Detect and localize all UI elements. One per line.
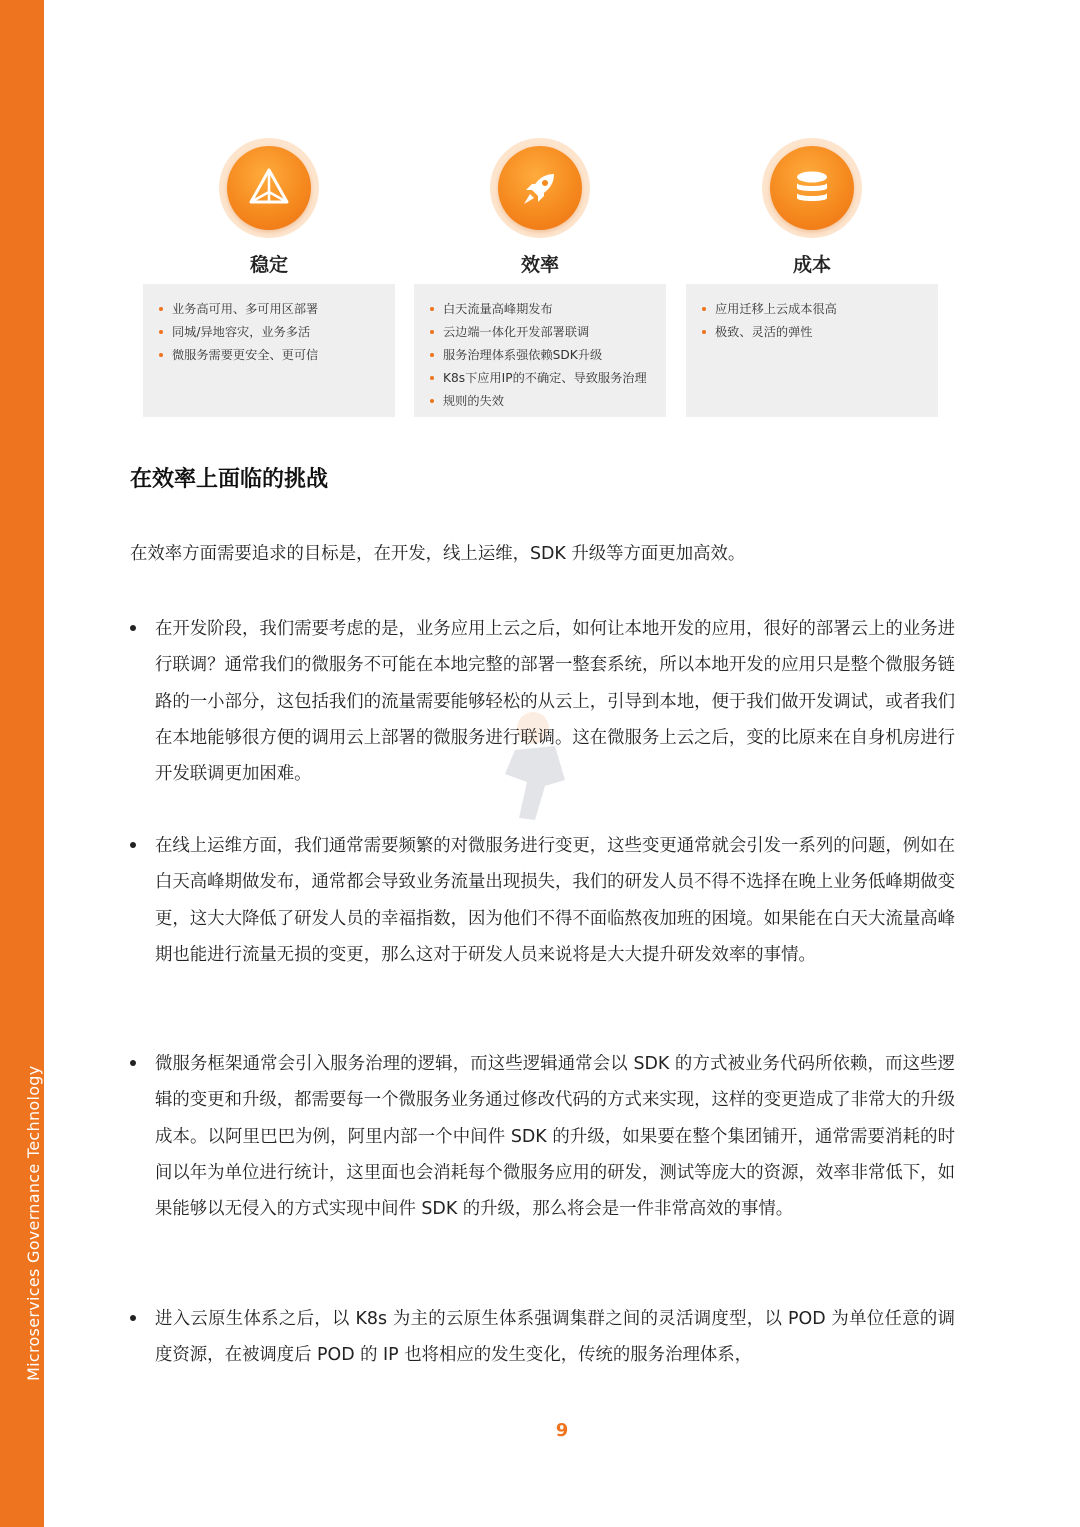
- list-item: 同城/异地容灾，业务多活: [158, 321, 385, 344]
- list-item: [130, 611, 960, 792]
- stable-icon-badge: [219, 138, 319, 238]
- list-item: 服务治理体系强依赖SDK升级: [429, 344, 656, 367]
- list-item: [130, 1046, 960, 1227]
- side-bar: [0, 0, 44, 1527]
- list-item: 应用迁移上云成本很高: [701, 298, 928, 321]
- list-item: [130, 1301, 960, 1374]
- pillar-title-cost: 成本: [792, 254, 831, 276]
- bullet-text: 进入云原生体系之后，以 K8s 为主的云原生体系强调集群之间的灵活调度型，以 POD 为单位任意的调度资源，在被调度后 POD 的 IP 也将相应的发生变化，传统的服务治理体系，: [155, 1309, 955, 1366]
- list-item-continuation: 规则的失效: [429, 390, 656, 413]
- bullet-dot: [130, 625, 136, 631]
- bullet-dot: [130, 1315, 136, 1321]
- list-item: 云边端一体化开发部署联调: [429, 321, 656, 344]
- bullet-text: 在开发阶段，我们需要考虑的是，业务应用上云之后，如何让本地开发的应用，很好的部署云上的业务进行联调？通常我们的微服务不可能在本地完整的部署一整套系统，所以本地开发的应用只是整个微服务链路的一小部分，这包括我们的流量需要能够轻松的从云上，引导到本地，便于我们做开发调试，或者我们在本地能够很方便的调用云上部署的微服务进行联调。这在微服务上云之后，变的比原来在自身机房进行开发联调更加困难。: [155, 619, 955, 785]
- list-item: 业务高可用、多可用区部署: [158, 298, 385, 321]
- pillar-box-stable: [143, 284, 395, 417]
- bullet-dot: [130, 1060, 136, 1066]
- coin-stack-icon: [790, 166, 834, 210]
- list-item: 极致、灵活的弹性: [701, 321, 928, 344]
- bullet-text: 在线上运维方面，我们通常需要频繁的对微服务进行变更，这些变更通常就会引发一系列的问题，例如在白天高峰期做发布，通常都会导致业务流量出现损失，我们的研发人员不得不选择在晚上业务低峰期做变更，这大大降低了研发人员的幸福指数，因为他们不得不面临熬夜加班的困境。如果能在白天大流量高峰期也能进行流量无损的变更，那么这对于研发人员来说将是大大提升研发效率的事情。: [155, 836, 955, 965]
- intro-paragraph: 在效率方面需要追求的目标是，在开发，线上运维，SDK 升级等方面更加高效。: [130, 544, 746, 564]
- list-item: 微服务需要更安全、更可信: [158, 344, 385, 367]
- section-heading: 在效率上面临的挑战: [130, 467, 329, 492]
- pillar-box-cost: [686, 284, 938, 417]
- pillar-box-efficiency: [414, 284, 666, 417]
- pillar-title-stable: 稳定: [249, 254, 288, 276]
- bullet-text: 微服务框架通常会引入服务治理的逻辑，而这些逻辑通常会以 SDK 的方式被业务代码所依赖，而这些逻辑的变更和升级，都需要每一个微服务业务通过修改代码的方式来实现，这样的变更造成了非常大的升级成本。以阿里巴巴为例，阿里内部一个中间件 SDK 的升级，如果要在整个集团铺开，通常需要消耗的时间以年为单位进行统计，这里面也会消耗每个微服务应用的研发，测试等庞大的资源，效率非常低下，如果能够以无侵入的方式实现中间件 SDK 的升级，那么将会是一件非常高效的事情。: [155, 1054, 955, 1220]
- bullet-dot: [130, 842, 136, 848]
- stable-pyramid-icon: [247, 166, 291, 210]
- page-number: 9: [555, 1420, 569, 1441]
- list-item: K8s下应用IP的不确定、导致服务治理: [429, 367, 656, 390]
- rocket-icon: [518, 166, 562, 210]
- efficiency-icon-badge: [490, 138, 590, 238]
- pillar-title-efficiency: 效率: [520, 254, 559, 276]
- list-item: 白天流量高峰期发布: [429, 298, 656, 321]
- cost-icon-badge: [762, 138, 862, 238]
- side-bar-label: Microservices Governance Technology: [24, 1065, 43, 1381]
- list-item: [130, 828, 960, 973]
